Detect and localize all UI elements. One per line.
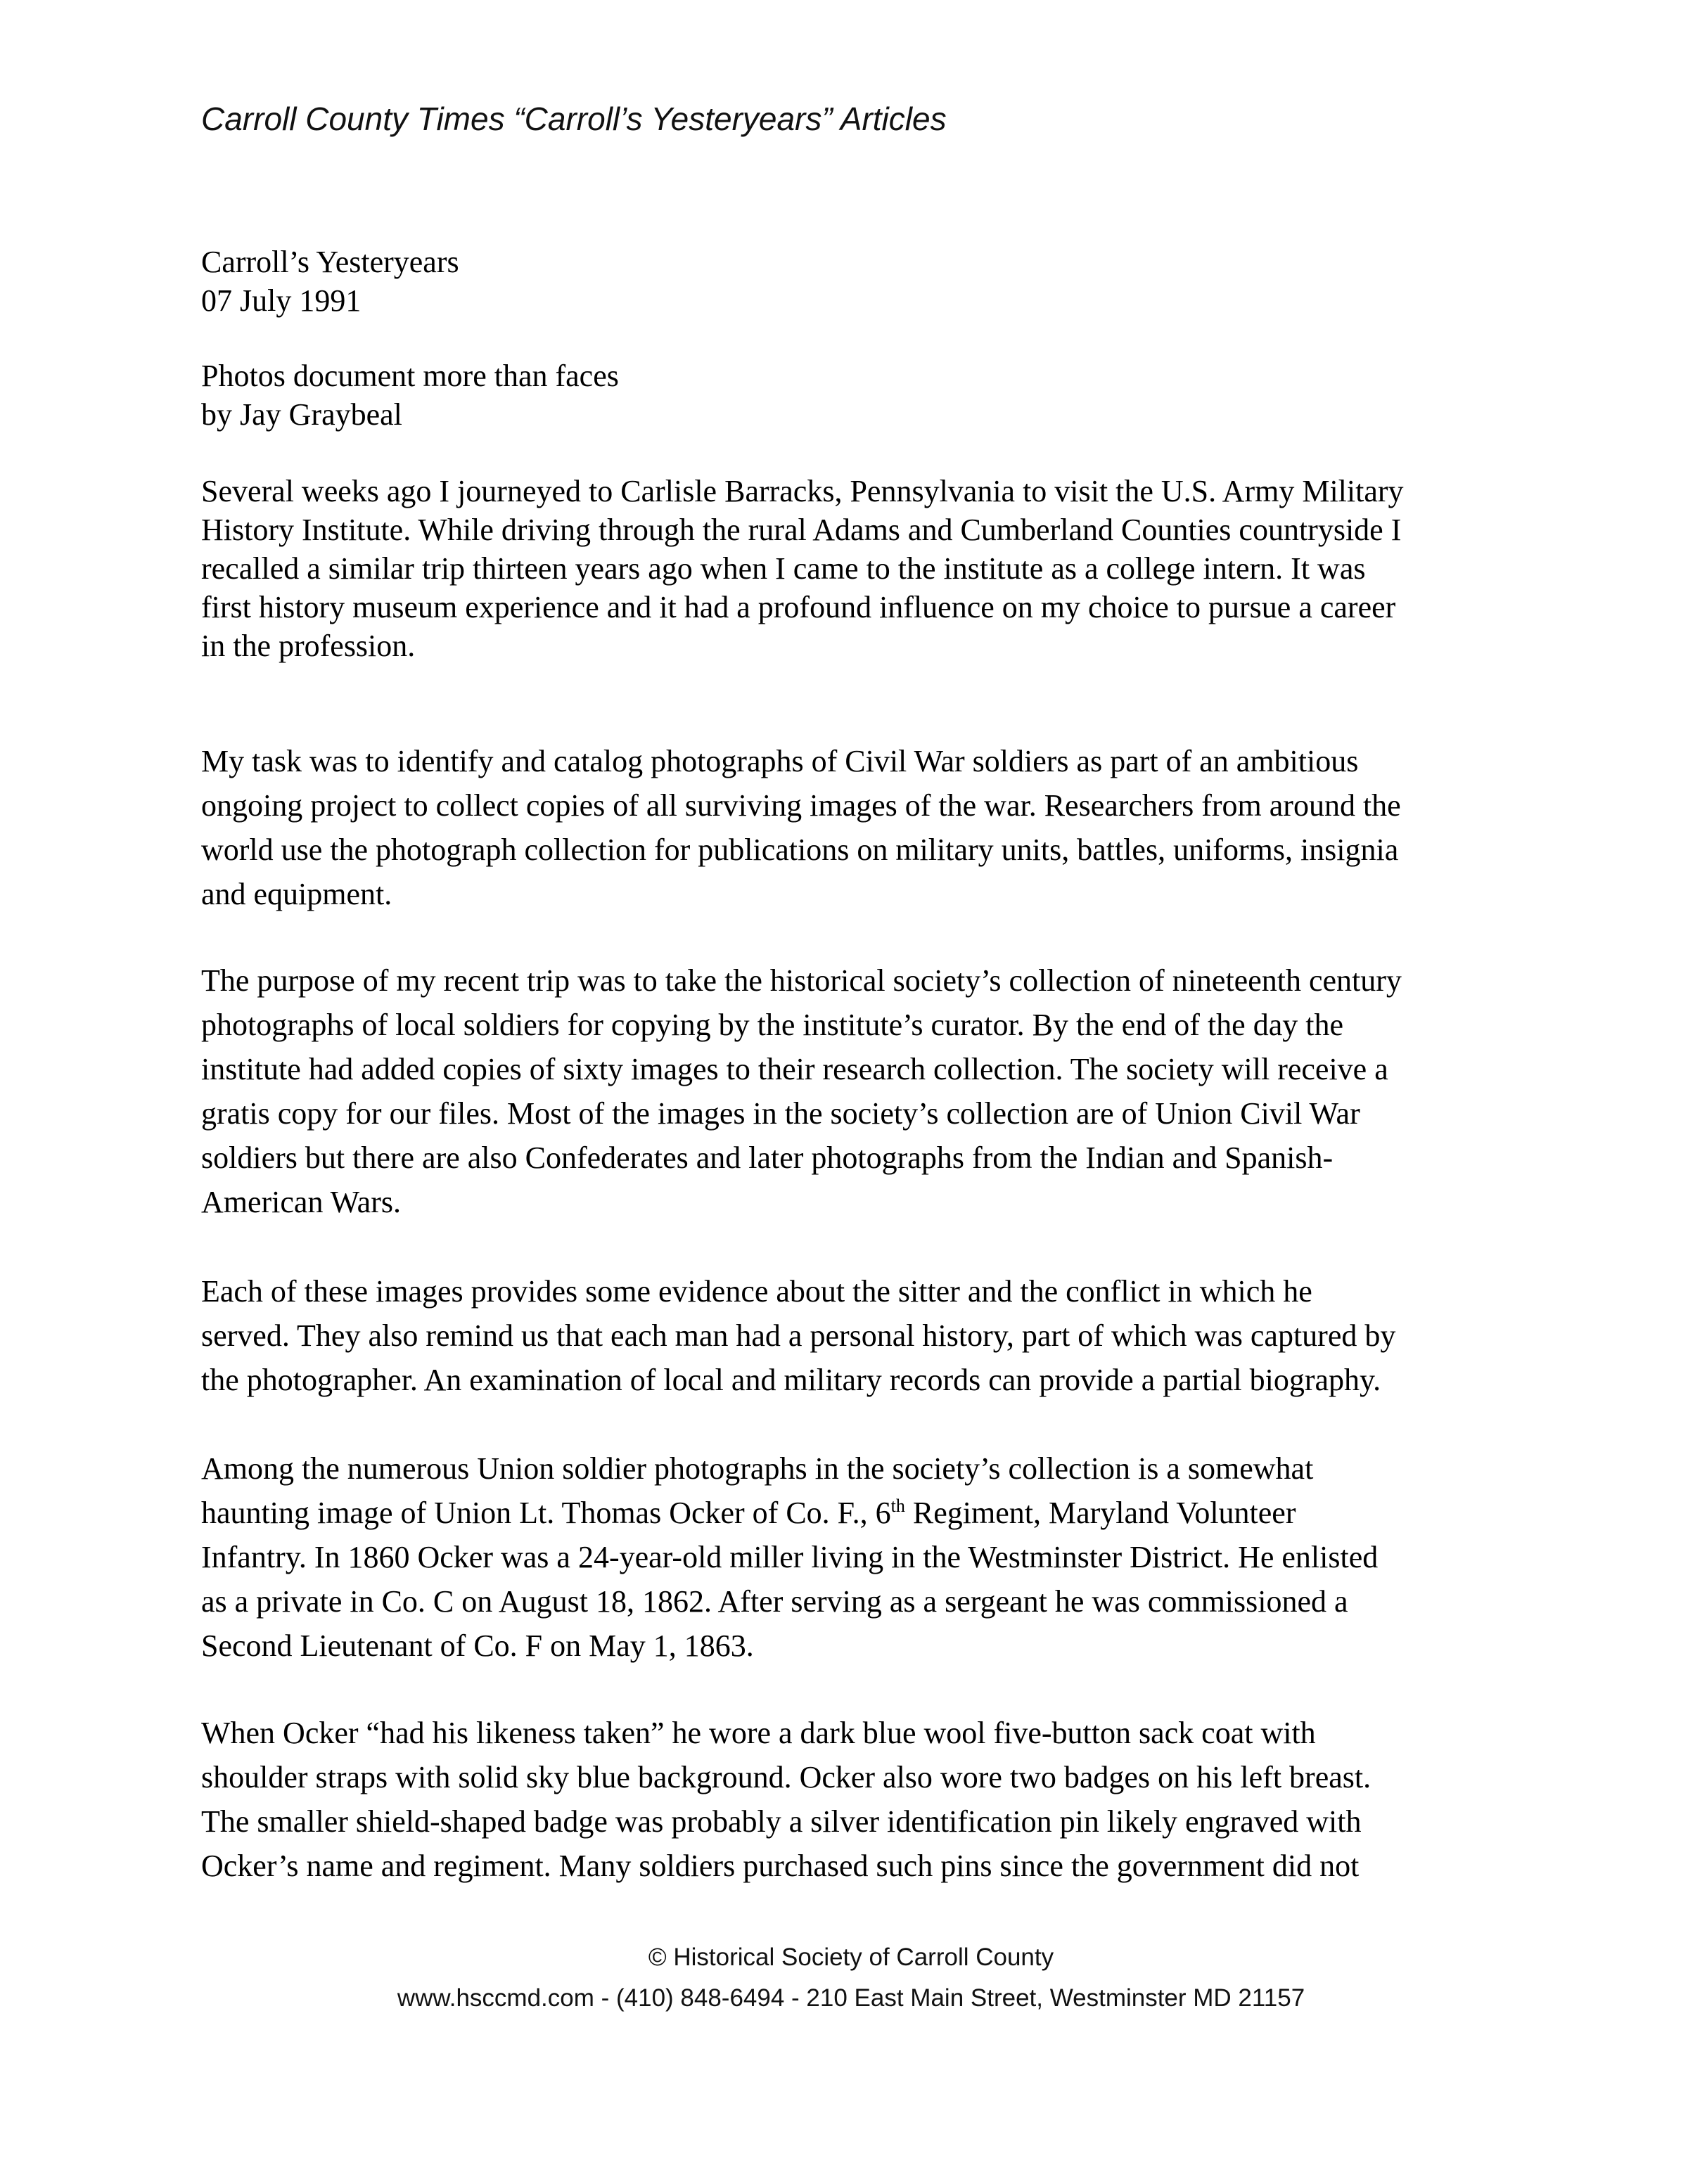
paragraph-line [201,1091,1402,1136]
byline: by Jay Graybeal [201,397,402,432]
paragraph-line [201,510,1404,549]
column-name: Carroll’s Yesteryears [201,245,459,279]
paragraph-line [201,588,1404,627]
line-text: Each of these images provides some evidence about the sitter and the conflict in which he [201,1274,1312,1309]
line-text: haunting image of Union Lt. Thomas Ocker of Co. F., 6 [201,1496,891,1530]
paragraph-line [201,1269,1395,1313]
paragraph-line [201,549,1404,588]
line-text: as a private in Co. C on August 18, 1862. After serving as a sergeant he was commissioned a [201,1584,1348,1619]
paragraph-line [201,1711,1371,1755]
paragraph-line [201,739,1401,783]
paragraph-line [201,1624,1378,1668]
paragraph-line [201,1535,1378,1579]
paragraph-line [201,1446,1378,1491]
line-text: first history museum experience and it had a profound influence on my choice to pursue a career [201,590,1396,624]
paragraph-line [201,1180,1402,1224]
paragraph-line [201,1844,1371,1888]
line-text: The purpose of my recent trip was to take the historical society’s collection of nineteenth century [201,963,1402,998]
paragraph [201,958,1402,1224]
footer-contact: www.hsccmd.com - (410) 848-6494 - 210 East Main Street, Westminster MD 21157 [397,1984,1305,2012]
line-text: served. They also remind us that each man had a personal history, part of which was captured by [201,1318,1396,1353]
article-meta [201,243,459,320]
paragraph-line [201,958,1402,1003]
ordinal-superscript: th [890,1496,905,1516]
paragraph-line [201,1313,1395,1358]
paragraph-line [201,1491,1378,1535]
line-text: ongoing project to collect copies of all surviving images of the war. Researchers from around the [201,788,1401,823]
line-text: The smaller shield-shaped badge was probably a silver identification pin likely engraved with [201,1804,1362,1839]
paragraph-line [201,627,1404,665]
line-text: My task was to identify and catalog photographs of Civil War soldiers as part of an ambitious [201,744,1359,778]
line-text: Ocker’s name and regiment. Many soldiers purchased such pins since the government did not [201,1849,1360,1883]
headline: Photos document more than faces [201,359,619,393]
paragraph [201,739,1401,916]
paragraph-line [201,828,1401,872]
paragraph-line [201,1047,1402,1091]
footer-copyright: © Historical Society of Carroll County [648,1944,1054,1971]
line-text: Second Lieutenant of Co. F on May 1, 1863. [201,1629,754,1663]
paragraph [201,1446,1378,1668]
line-text: American Wars. [201,1185,401,1219]
paragraph-line [201,1799,1371,1844]
line-text: Among the numerous Union soldier photographs in the society’s collection is a somewhat [201,1451,1314,1486]
line-text: world use the photograph collection for publications on military units, battles, uniforms, insignia [201,833,1399,867]
article-heading [201,356,619,434]
paragraph [201,1269,1395,1402]
running-header: Carroll County Times “Carroll’s Yesteryears” Articles [201,101,947,137]
line-text: institute had added copies of sixty images to their research collection. The society will receive a [201,1052,1388,1086]
line-text: shoulder straps with solid sky blue background. Ocker also wore two badges on his left breast. [201,1760,1372,1794]
paragraph-line [201,1579,1378,1624]
line-text: soldiers but there are also Confederates and later photographs from the Indian and Spanish- [201,1141,1334,1175]
article-date: 07 July 1991 [201,283,362,318]
paragraph-line [201,1136,1402,1180]
line-text: and equipment. [201,877,392,911]
paragraph [201,1711,1371,1888]
paragraph-line [201,1003,1402,1047]
paragraph-line [201,872,1401,916]
line-text: gratis copy for our files. Most of the images in the society’s collection are of Union Civil War [201,1096,1360,1131]
paragraph-line [201,472,1404,510]
paragraph-line [201,1358,1395,1402]
line-text: Several weeks ago I journeyed to Carlisle Barracks, Pennsylvania to visit the U.S. Army Military [201,474,1404,508]
paragraph-line [201,783,1401,828]
line-text: When Ocker “had his likeness taken” he wore a dark blue wool five-button sack coat with [201,1716,1316,1750]
line-text: Infantry. In 1860 Ocker was a 24-year-old miller living in the Westminster District. He enlisted [201,1540,1379,1574]
page-footer [0,1937,1688,2019]
line-text: History Institute. While driving through the rural Adams and Cumberland Counties countryside I [201,513,1402,547]
line-text: photographs of local soldiers for copying by the institute’s curator. By the end of the day the [201,1008,1343,1042]
line-text: recalled a similar trip thirteen years ago when I came to the institute as a college intern. It was [201,551,1366,586]
line-text: Regiment, Maryland Volunteer [904,1496,1296,1530]
line-text: the photographer. An examination of local and military records can provide a partial biography. [201,1363,1381,1397]
line-text: in the profession. [201,629,416,663]
paragraph-line [201,1755,1371,1799]
paragraph [201,472,1404,665]
